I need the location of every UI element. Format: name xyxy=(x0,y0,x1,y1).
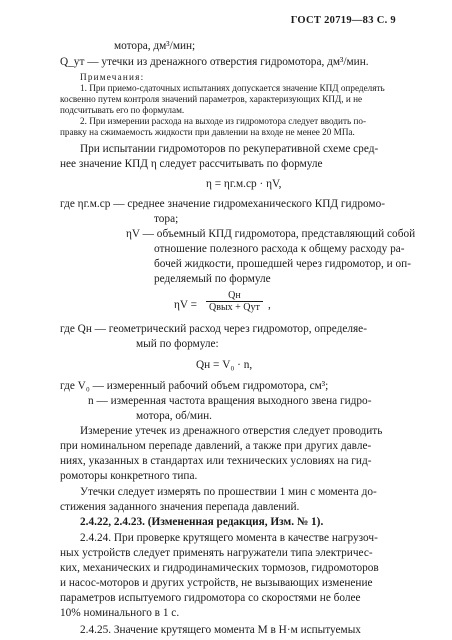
text-line: n — измеренная частота вращения выходного звена гидро- xyxy=(88,395,372,407)
text-line: где ηг.м.ср — среднее значение гидромеханического КПД гидромо- xyxy=(60,198,385,210)
text-line: ных устройств следует применять нагружатели типа электричес- xyxy=(60,547,373,559)
formula-efficiency: η = ηг.м.ср · ηV, xyxy=(206,178,282,190)
notes-heading: Примечания: xyxy=(80,72,145,82)
text-line: При испытании гидромоторов по рекуперативной схеме сред- xyxy=(80,143,379,155)
text-line: нее значение КПД η следует рассчитывать по формуле xyxy=(60,158,323,170)
formula-volumetric-lhs: ηV = xyxy=(174,299,198,311)
text-line: 10% номинального в 1 с. xyxy=(60,607,180,619)
text-line: мотора, об/мин. xyxy=(136,410,212,422)
text-line: 2.4.24. При проверке крутящего момента в качестве нагрузоч- xyxy=(80,532,378,544)
text-line: Измерение утечек из дренажного отверстия следует проводить xyxy=(80,425,383,437)
page-header: ГОСТ 20719—83 С. 9 xyxy=(290,15,396,26)
text-line: 2.4.25. Значение крутящего момента M в Н·м испытуемых xyxy=(80,624,361,636)
formula-geometric-flow: Qн = V₀ · n, xyxy=(196,359,253,371)
note-line: 1. При приемо-сдаточных испытаниях допускается значение КПД определять xyxy=(80,83,385,93)
text-line: где V₀ — измеренный рабочий объем гидромотора, см³; xyxy=(60,380,329,392)
note-line: косвенно путем контроля значений параметров, характеризующих КПД, и не xyxy=(60,94,363,104)
text-line: Утечки следует измерять по прошествии 1 мин с момента до- xyxy=(80,486,377,498)
text-line: бочей жидкости, прошедшей через гидромотор, и оп- xyxy=(154,258,411,270)
fraction-denominator: Qвых + Qут xyxy=(209,302,260,313)
text-line: ηV — объемный КПД гидромотора, представляющий собой xyxy=(126,228,416,240)
fraction-numerator: Qн xyxy=(206,290,263,302)
text-line: ниях, указанных в стандартах или технических условиях на гид- xyxy=(60,455,372,467)
text-line: ких, механических и гидродинамических тормозов, гидромоторов xyxy=(60,562,379,574)
text-line: Q_ут — утечки из дренажного отверстия гидромотора, дм³/мин. xyxy=(60,56,369,68)
note-line: 2. При измерении расхода на выходе из гидромотора следует вводить по- xyxy=(80,116,367,126)
note-line: правку на сжимаемость жидкости при давлении на входе не менее 20 МПа. xyxy=(60,127,355,137)
text-line: и насос-моторов и других устройств, не вызывающих изменение xyxy=(60,577,373,589)
text-line: где Qн — геометрический расход через гидромотор, определяе- xyxy=(60,323,367,335)
text-line: ромоторы конкретного типа. xyxy=(60,470,198,482)
text-line: параметров испытуемого гидромотора со скоростями не более xyxy=(60,592,361,604)
text-line: стижения заданного значения перепада давлений. xyxy=(60,501,300,513)
text-line: тора; xyxy=(154,213,179,225)
text-line: отношение полезного расхода к общему расходу ра- xyxy=(154,243,405,255)
amendment-note: 2.4.22, 2.4.23. (Измененная редакция, Изм. № 1). xyxy=(80,516,324,528)
formula-volumetric-tail: , xyxy=(268,299,271,311)
text-line: при номинальном перепаде давлений, а также при других давле- xyxy=(60,440,372,452)
text-line: мотора, дм³/мин; xyxy=(114,40,196,52)
text-line: мый по формуле: xyxy=(136,338,219,350)
text-line: ределяемый по формуле xyxy=(154,273,271,285)
note-line: подсчитывать его по формулам. xyxy=(60,105,185,115)
formula-volumetric-fraction xyxy=(206,290,263,313)
